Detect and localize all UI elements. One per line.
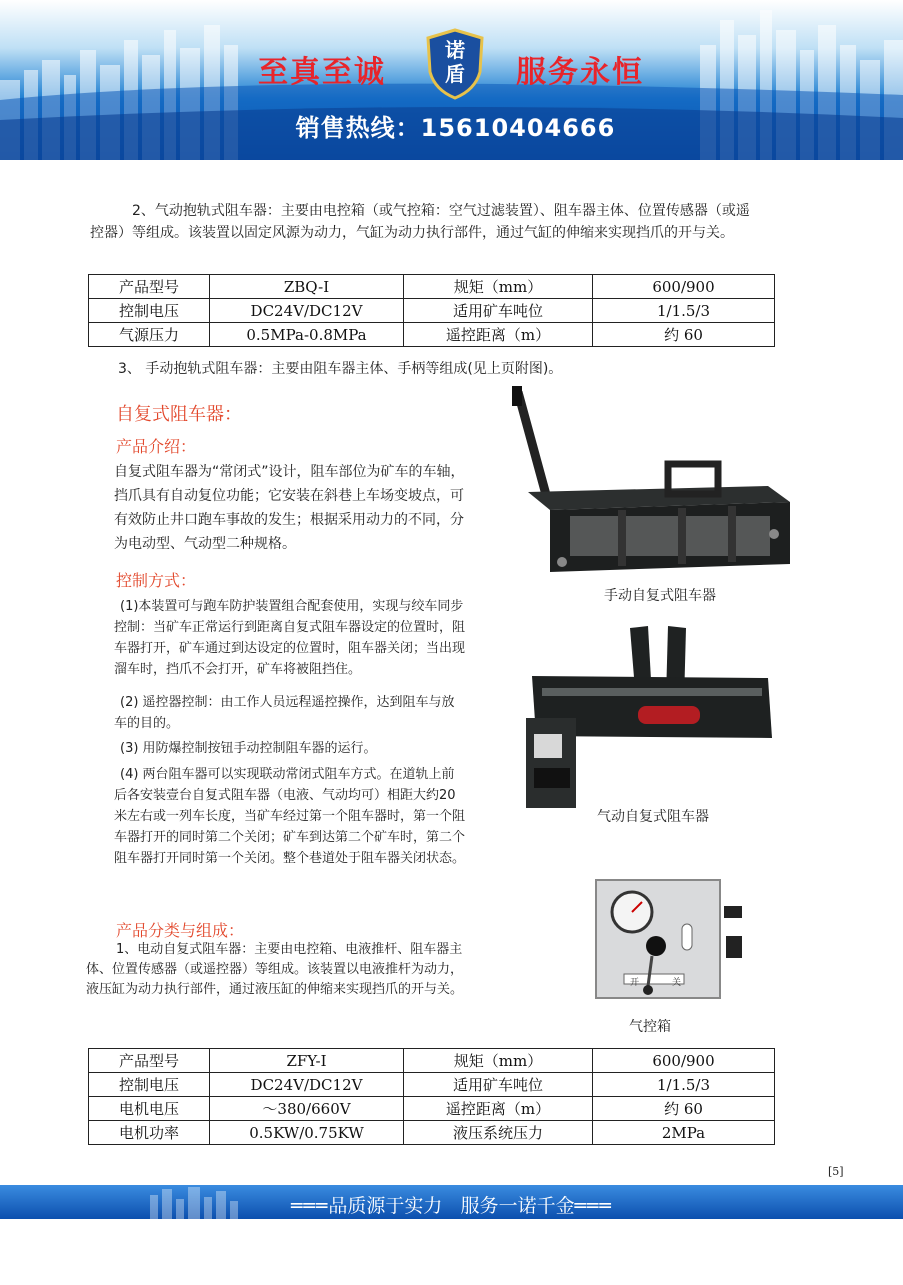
table-cell: 电机功率 <box>89 1121 210 1145</box>
table-row <box>89 1049 775 1073</box>
spec-table-zfy <box>88 1048 775 1145</box>
header-banner <box>0 0 903 160</box>
table-cell: 液压系统压力 <box>404 1121 593 1145</box>
intro-title: 产品介绍： <box>116 437 197 456</box>
table-cell: 控制电压 <box>89 1073 210 1097</box>
table-cell: 遥控距离（m） <box>404 323 593 347</box>
table-cell: 600/900 <box>593 1049 775 1073</box>
hotline-number: 15610404666 <box>420 114 616 142</box>
box-close-label: 关 <box>672 978 682 988</box>
photo2-caption: 气动自复式阻车器 <box>597 809 709 825</box>
control-title: 控制方式： <box>116 571 197 590</box>
slogan-right: 服务永恒 <box>516 55 644 90</box>
table-cell: 遥控距离（m） <box>404 1097 593 1121</box>
footer-left: 品质源于实力 <box>328 1195 443 1217</box>
manual-rail-note: 3、 手动抱轨式阻车器：主要由阻车器主体、手柄等组成(见上页附图)。 <box>118 361 563 377</box>
table-row <box>89 323 775 347</box>
footer-banner <box>0 1185 903 1219</box>
pneumatic-self-resetting-stopper-photo <box>520 618 780 808</box>
table-cell: 1/1.5/3 <box>593 299 775 323</box>
table-cell: 气源压力 <box>89 323 210 347</box>
table-cell: 规矩（mm） <box>404 1049 593 1073</box>
table-cell: 规矩（mm） <box>404 275 593 299</box>
table-cell: 约 60 <box>593 323 775 347</box>
intro-text: 自复式阻车器为“常闭式”设计，阻车部位为矿车的车轴，挡爪具有自动复位功能；它安装在斜巷上车场变坡点，可有效防止井口跑车事故的发生；根据采用动力的不同，分为电动型、气动型二种规格。 <box>114 464 465 552</box>
control-item-1: (1)本装置可与跑车防护装置组合配套使用，实现与绞车同步控制：当矿车正常运行到距离自复式阻车器设定的位置时，阻车器打开，矿车通过到达设定的位置时，阻车器关闭；当出现溜车时，挡爪不会打开，矿车将被阻挡住。 <box>114 599 466 677</box>
table-cell: DC24V/DC12V <box>210 299 404 323</box>
table-row <box>89 299 775 323</box>
control-item-3: (3) 用防爆控制按钮手动控制阻车器的运行。 <box>120 741 377 756</box>
section-title: 自复式阻车器： <box>116 404 242 425</box>
logo-text: 诺 盾 <box>445 38 465 86</box>
photo3-caption: 气控箱 <box>629 1019 671 1035</box>
table-row <box>89 275 775 299</box>
slogan-left: 至真至诚 <box>258 55 386 90</box>
table-cell: 0.5KW/0.75KW <box>210 1121 404 1145</box>
table-cell: 600/900 <box>593 275 775 299</box>
table-cell: 电机电压 <box>89 1097 210 1121</box>
table-cell: 约 60 <box>593 1097 775 1121</box>
table-cell: ZBQ-I <box>210 275 404 299</box>
footer-right: 服务一诺千金 <box>460 1195 575 1217</box>
table-cell: 产品型号 <box>89 1049 210 1073</box>
footer-slogan: ═══品质源于实力 服务一诺千金═══ <box>291 1195 612 1217</box>
control-item-4: (4) 两台阻车器可以实现联动常闭式阻车方式。在道轨上前后各安装壹台自复式阻车器（电液、气动均可）相距大约20米左右或一列车长度，当矿车经过第一个阻车器时，第一个阻车器打开的同时第二个关闭；矿车到达第二个矿车时，第二个阻车器打开同时第一个关闭。整个巷道处于阻车器关闭状态。 <box>114 767 466 866</box>
page-number: [5] <box>828 1165 844 1178</box>
hotline-label: 销售热线： <box>295 114 421 142</box>
table-cell: 控制电压 <box>89 299 210 323</box>
sales-hotline <box>0 108 903 143</box>
manual-self-resetting-stopper-photo <box>498 384 798 574</box>
control-item-2: (2) 遥控器控制：由工作人员远程遥控操作，达到阻车与放车的目的。 <box>114 695 455 731</box>
table-row <box>89 1121 775 1145</box>
table-cell: 1/1.5/3 <box>593 1073 775 1097</box>
spec-table-zbq <box>88 274 775 347</box>
table-row <box>89 1073 775 1097</box>
table-cell: 适用矿车吨位 <box>404 1073 593 1097</box>
pneumatic-rail-description: 2、气动抱轨式阻车器：主要由电控箱（或气控箱：空气过滤装置）、阻车器主体、位置传感器（或遥控器）等组成。该装置以固定风源为动力，气缸为动力执行部件，通过气缸的伸缩来实现挡爪的开与关。 <box>90 203 750 241</box>
table-cell: DC24V/DC12V <box>210 1073 404 1097</box>
table-cell: 0.5MPa-0.8MPa <box>210 323 404 347</box>
category-title: 产品分类与组成： <box>116 921 245 940</box>
table-cell: 2MPa <box>593 1121 775 1145</box>
table-cell: ZFY-I <box>210 1049 404 1073</box>
table-cell: ～380/660V <box>210 1097 404 1121</box>
table-cell: 产品型号 <box>89 275 210 299</box>
box-open-label: 开 <box>630 978 640 988</box>
table-row <box>89 1097 775 1121</box>
table-cell: 适用矿车吨位 <box>404 299 593 323</box>
photo1-caption: 手动自复式阻车器 <box>604 588 716 604</box>
pneumatic-control-box-photo <box>590 876 750 1004</box>
category-text: 1、电动自复式阻车器：主要由电控箱、电液推杆、阻车器主体、位置传感器（或遥控器）等组成。该装置以电液推杆为动力，液压缸为动力执行部件，通过液压缸的伸缩来实现挡爪的开与关。 <box>86 942 464 997</box>
